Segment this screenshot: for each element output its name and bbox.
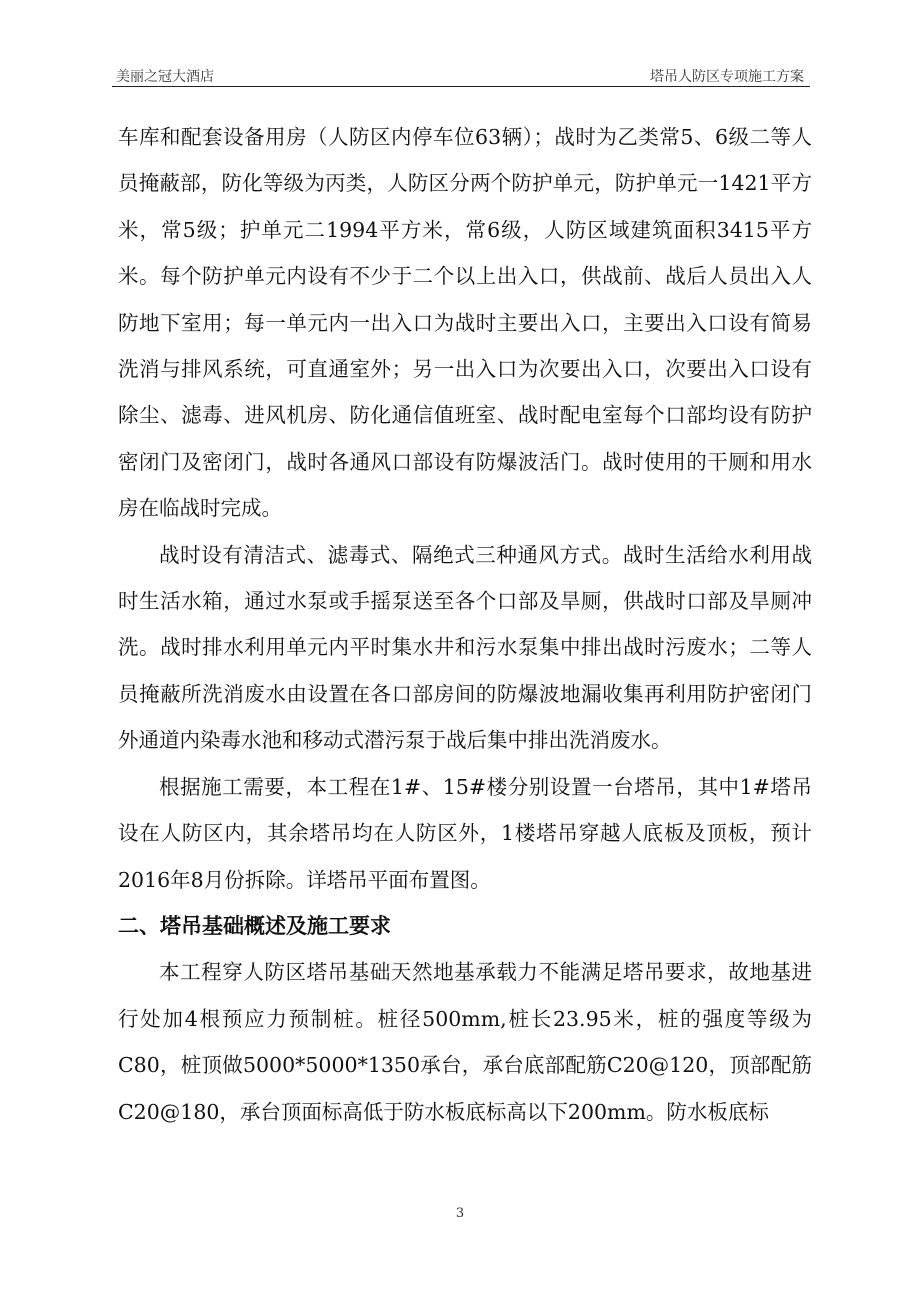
document-body	[118, 114, 812, 1135]
header-hotel-name: 美丽之冠大酒店	[116, 69, 214, 85]
paragraph-ventilation: 战时设有清洁式、滤毒式、隔绝式三种通风方式。战时生活给水利用战时生活水箱，通过水泵或手摇泵送至各个口部及旱厕，供战时口部及旱厕冲洗。战时排水利用单元内平时集水井和污水泵集中排出战时污废水；二等人员掩蔽所洗消废水由设置在各口部房间的防爆波地漏收集再利用防护密闭门外通道内染毒水池和移动式潜污泵于战后集中排出洗消废水。	[118, 542, 812, 753]
section-heading: 二、塔吊基础概述及施工要求	[118, 913, 391, 938]
page-number: 3	[455, 1206, 465, 1221]
paragraph-foundation: 本工程穿人防区塔吊基础天然地基承载力不能满足塔吊要求，故地基进行处加4根预应力预制桩。桩径500mm,桩长23.95米，桩的强度等级为C80，桩顶做5000*5000*1350承台，承台底部配筋C20@120，顶部配筋C20@180，承台顶面标高低于防水板底标高以下200mm。防水板底标	[118, 960, 812, 1124]
paragraph-continued: 车库和配套设备用房（人防区内停车位63辆）；战时为乙类常5、6级二等人员掩蔽部，防化等级为丙类，人防区分两个防护单元，防护单元一1421平方米，常5级；护单元二1994平方米，常6级，人防区域建筑面积3415平方米。每个防护单元内设有不少于二个以上出入口，供战前、战后人员出入人防地下室用；每一单元内一出入口为战时主要出入口，主要出入口设有简易洗消与排风系统，可直通室外；另一出入口为次要出入口，次要出入口设有除尘、滤毒、进风机房、防化通信值班室、战时配电室每个口部均设有防护密闭门及密闭门，战时各通风口部设有防爆波活门。战时使用的干厕和用水房在临战时完成。	[118, 125, 812, 521]
header-document-title: 塔吊人防区专项施工方案	[650, 69, 804, 85]
page-header	[112, 64, 810, 87]
paragraph-tower-crane: 根据施工需要，本工程在1#、15#楼分别设置一台塔吊，其中1#塔吊设在人防区内，其余塔吊均在人防区外，1楼塔吊穿越人底板及顶板，预计2016年8月份拆除。详塔吊平面布置图。	[118, 774, 812, 892]
